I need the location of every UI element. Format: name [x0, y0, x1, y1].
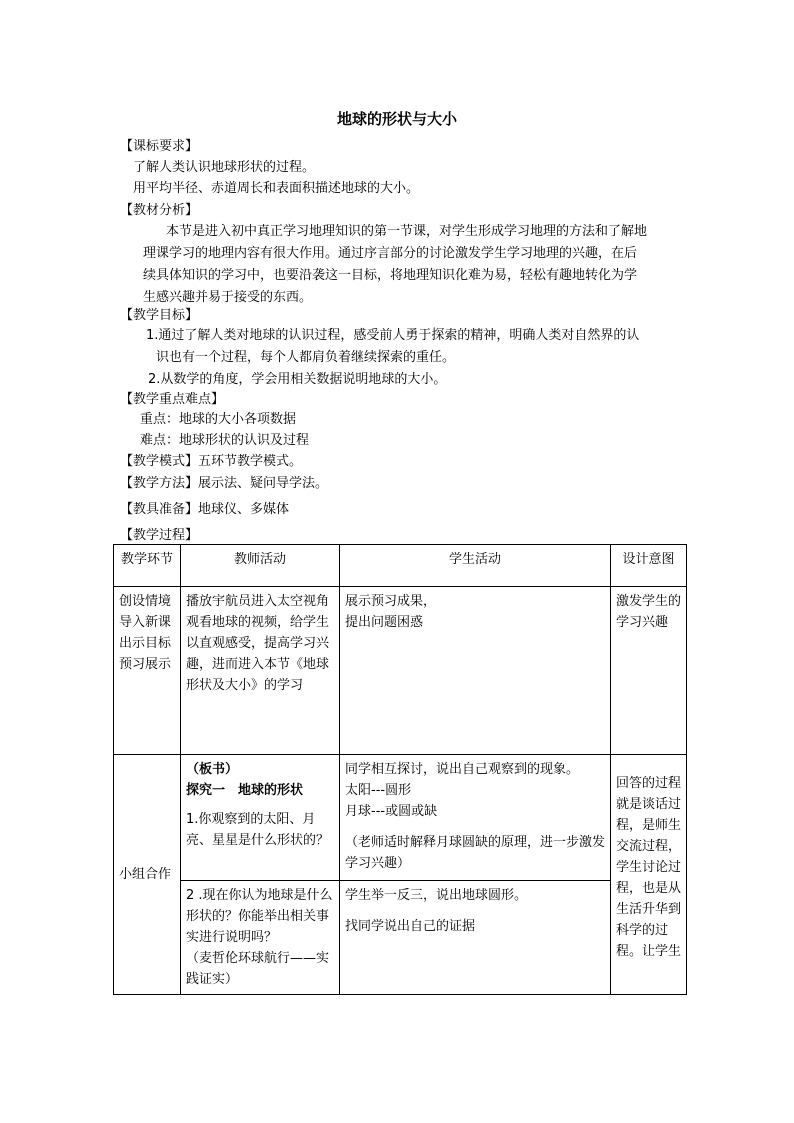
table-row	[114, 881, 687, 995]
analysis-line-3: 续具体知识的学习中，也要沿袭这一目标，将地理知识化难为易，轻松有趣地转化为学	[143, 268, 638, 283]
analysis-line-2: 理课学习的地理内容有很大作用。通过序言部分的讨论激发学生学习地理的兴趣，在后	[143, 246, 638, 261]
teacher-cell-q1	[181, 755, 340, 881]
teacher-cell-intro: 播放宇航员进入太空视角观看地球的视频，给学生以直观感受，提高学习兴趣，进而进入本节《地球形状及大小》的学习	[181, 587, 340, 755]
key-label: 【教学重点难点】	[120, 392, 225, 407]
student-line: 同学相互探讨，说出自己观察到的现象。	[345, 762, 580, 777]
student-line: 展示预习成果，	[345, 594, 437, 609]
board-label: （板书）	[186, 762, 239, 777]
student-line: 提出问题困惑	[345, 615, 424, 630]
goals-line-3: 2.从数学的角度，学会用相关数据说明地球的大小。	[148, 372, 447, 387]
analysis-label: 【教材分析】	[120, 203, 199, 218]
table-header-row	[114, 545, 687, 587]
standard-label: 【课标要求】	[120, 139, 199, 154]
key-line-2: 难点：地球形状的认识及过程	[140, 433, 310, 448]
student-cell-q2	[340, 881, 611, 995]
stage-cell-group: 小组合作	[114, 755, 181, 995]
student-line: 月球---或圆或缺	[345, 804, 438, 819]
student-cell-q1	[340, 755, 611, 881]
standard-line-1: 了解人类认识地球形状的过程。	[133, 160, 316, 175]
header-student: 学生活动	[340, 545, 611, 587]
student-line: 找同学说出自己的证据	[345, 919, 476, 934]
teaching-process-table	[113, 544, 687, 995]
table-row	[114, 755, 687, 881]
topic-label: 探究一 地球的形状	[186, 783, 304, 798]
header-stage: 教学环节	[114, 545, 181, 587]
question-2: 2 .现在你认为地球是什么形状的？你能举出相关事实进行说明吗？	[186, 888, 333, 945]
example-note: （麦哲伦环球航行——实践证实）	[186, 951, 330, 987]
table-row	[114, 587, 687, 755]
teacher-note: （老师适时解释月球圆缺的原理，进一步激发学习兴趣）	[345, 835, 606, 871]
analysis-line-1: 本节是进入初中真正学习地理知识的第一节课，对学生形成学习地理的方法和了解地	[166, 224, 648, 239]
question-1: 1.你观察到的太阳、月亮、星星是什么形状的？	[186, 812, 330, 848]
student-line: 学生举一反三，说出地球圆形。	[345, 888, 528, 903]
page-title: 地球的形状与大小	[336, 110, 457, 128]
mode-line: 【教学模式】五环节教学模式。	[120, 454, 303, 469]
intent-cell-group: 回答的过程就是谈话过程，是师生交流过程，学生讨论过程，也是从生活升华到科学的过程。让学生	[611, 755, 687, 995]
tools-line: 【教具准备】地球仪、多媒体	[120, 502, 290, 517]
student-cell-intro	[340, 587, 611, 755]
standard-line-2: 用平均半径、赤道周长和表面积描述地球的大小。	[133, 181, 420, 196]
stage-cell-intro: 创设情境导入新课出示目标预习展示	[114, 587, 181, 755]
goals-line-2: 识也有一个过程，每个人都肩负着继续探索的重任。	[156, 350, 456, 365]
analysis-line-4: 生感兴趣并易于接受的东西。	[143, 290, 313, 305]
goals-line-1: 1.通过了解人类对地球的认识过程，感受前人勇于探索的精神，明确人类对自然界的认	[146, 328, 640, 343]
key-line-1: 重点：地球的大小各项数据	[140, 412, 297, 427]
process-label: 【教学过程】	[120, 528, 199, 543]
teacher-cell-q2	[181, 881, 340, 995]
student-line: 太阳---圆形	[345, 783, 412, 798]
header-teacher: 教师活动	[181, 545, 340, 587]
method-line: 【教学方法】展示法、疑问导学法。	[120, 476, 329, 491]
goals-label: 【教学目标】	[120, 308, 199, 323]
intent-cell-intro: 激发学生的学习兴趣	[611, 587, 687, 755]
header-intent: 设计意图	[611, 545, 687, 587]
